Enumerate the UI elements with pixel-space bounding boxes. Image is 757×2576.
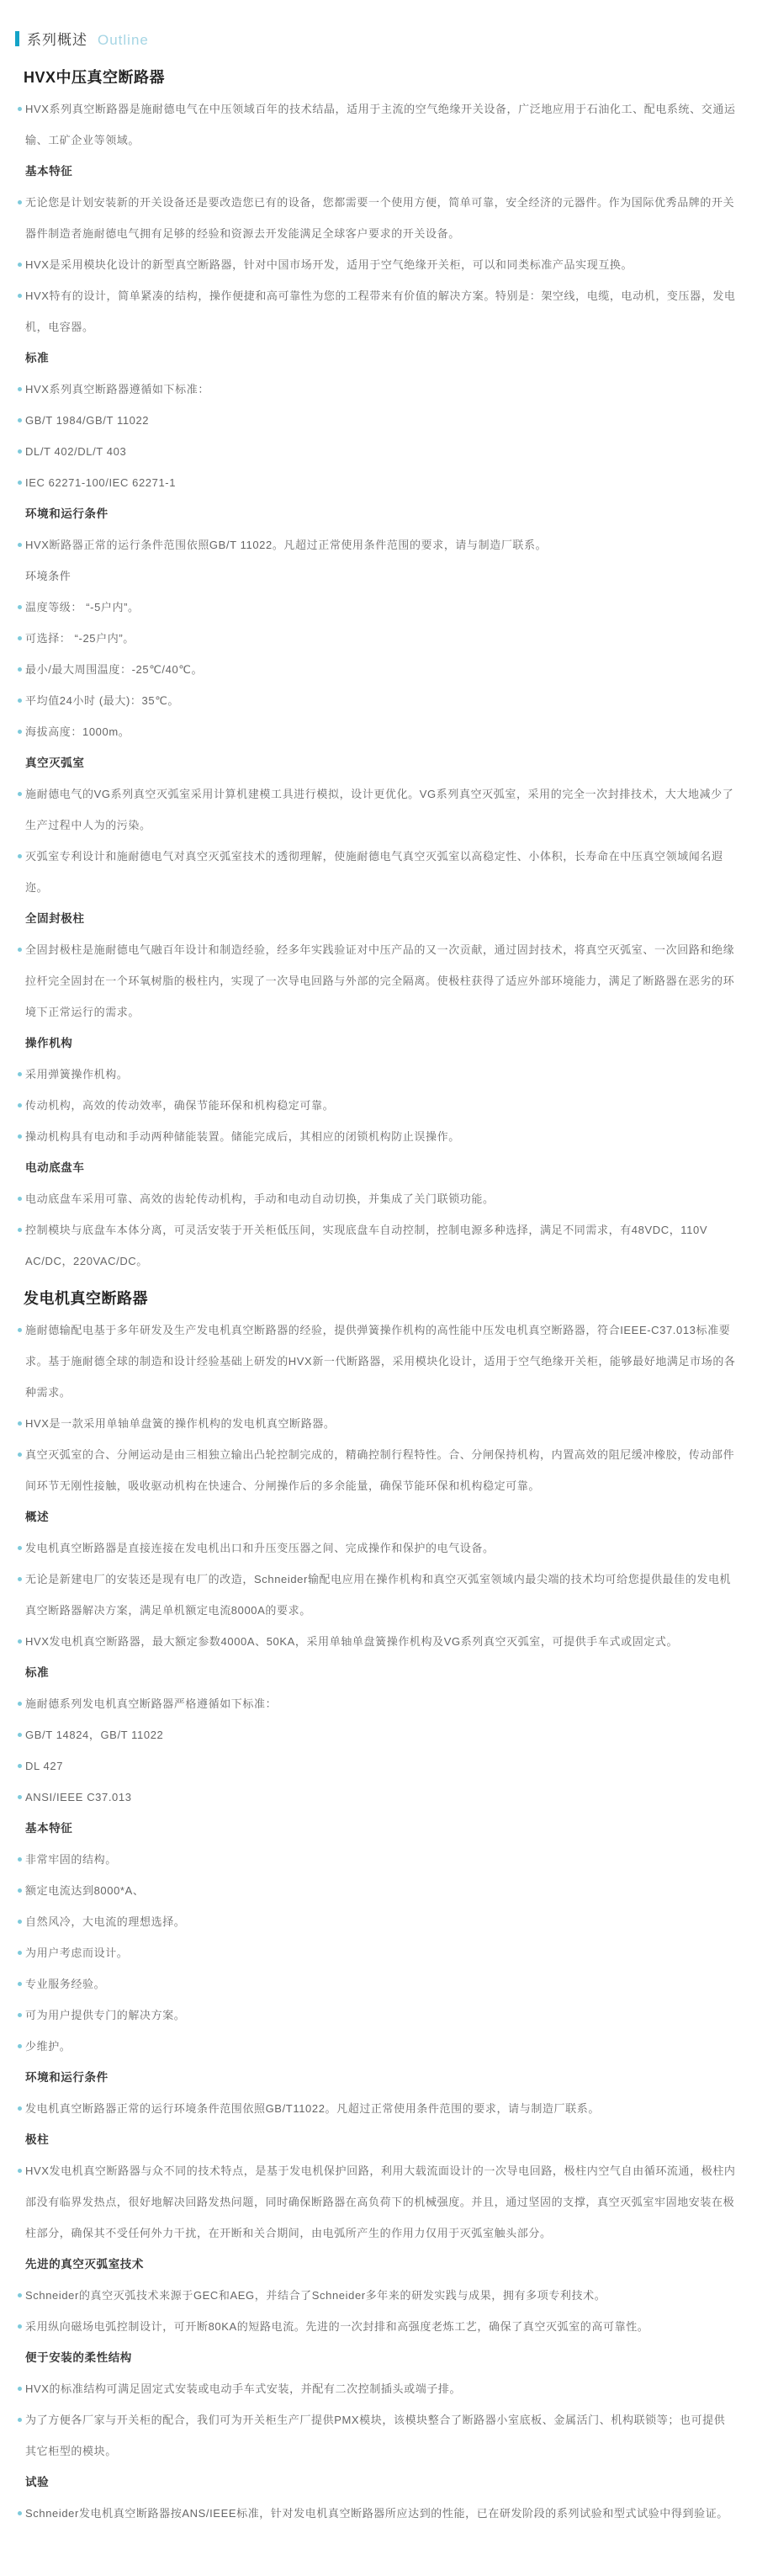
bullet-item [0, 2373, 736, 2404]
bullet-dot-icon [18, 854, 22, 858]
bullet-item [0, 467, 736, 498]
bullet-text: 温度等级： “-5户内”。 [25, 601, 140, 613]
subheading: 真空灭弧室 [25, 757, 85, 769]
bullet-item [0, 2093, 736, 2124]
bullet-dot-icon [18, 1920, 22, 1924]
bullet-dot-icon [18, 481, 22, 485]
bullet-text: 采用纵向磁场电弧控制设计，可开断80KA的短路电流。先进的一次封排和高强度老炼工艺，确保了真空灭弧室的高可靠性。 [25, 2320, 649, 2333]
bullet-dot-icon [18, 1546, 22, 1550]
bullet-item [0, 405, 736, 436]
bullet-dot-icon [18, 263, 22, 267]
bullet-dot-icon [18, 1453, 22, 1457]
bullet-dot-icon [18, 1577, 22, 1581]
bullet-text: ANSI/IEEE C37.013 [25, 1791, 132, 1803]
bullet-text: 发电机真空断路器是直接连接在发电机出口和升压变压器之间、完成操作和保护的电气设备。 [25, 1542, 495, 1554]
bullet-text: 为了方便各厂家与开关柜的配合，我们可为开关柜生产厂提供PMX模块，该模块整合了断路器小室底板、金属活门、机构联锁等；也可提供其它柜型的模块。 [25, 2414, 726, 2457]
bullet-dot-icon [18, 667, 22, 672]
subheading: 概述 [25, 1511, 50, 1523]
bullet-item [0, 436, 736, 467]
bullet-text: DL 427 [25, 1760, 64, 1772]
bullet-text: 为用户考虑而设计。 [25, 1947, 129, 1959]
bullet-item [0, 2404, 736, 2467]
subheading: 操作机构 [25, 1037, 73, 1049]
bullet-item [0, 529, 736, 560]
bullet-text: 可选择： “-25户内”。 [25, 632, 135, 645]
bullet-item [0, 1906, 736, 1937]
bullet-text: DL/T 402/DL/T 403 [25, 445, 127, 458]
bullet-dot-icon [18, 948, 22, 952]
bullet-dot-icon [18, 2387, 22, 2391]
bullet-dot-icon [18, 1951, 22, 1955]
bullet-dot-icon [18, 2169, 22, 2173]
bullet-dot-icon [18, 1702, 22, 1706]
subheading: 极柱 [25, 2133, 50, 2146]
subheading: 标准 [25, 352, 50, 364]
bullet-item [0, 716, 736, 747]
bullet-text: 少维护。 [25, 2040, 71, 2053]
bullet-item [0, 280, 736, 343]
bullet-dot-icon [18, 2106, 22, 2111]
bullet-dot-icon [18, 2324, 22, 2329]
bullet-text: HVX特有的设计，简单紧凑的结构，操作便捷和高可靠性为您的工程带来有价值的解决方案。特别是：架空线，电缆，电动机，变压器，发电机，电容器。 [25, 289, 736, 333]
bullet-item [0, 249, 736, 280]
bullet-dot-icon [18, 1328, 22, 1332]
bullet-dot-icon [18, 1197, 22, 1201]
bullet-dot-icon [18, 698, 22, 703]
bullet-text: 电动底盘车采用可靠、高效的齿轮传动机构，手动和电动自动切换，并集成了关门联锁功能。 [25, 1192, 495, 1205]
subheading: 全固封极柱 [25, 912, 85, 925]
bullet-text: Schneider的真空灭弧技术来源于GEC和AEG，并结合了Schneider多年来的研发实践与成果，拥有多项专利技术。 [25, 2289, 606, 2302]
subheading: 环境和运行条件 [25, 507, 109, 520]
bullet-item [0, 1408, 736, 1439]
bullet-dot-icon [18, 2044, 22, 2048]
bullet-dot-icon [18, 1072, 22, 1076]
bullet-text: HVX断路器正常的运行条件范围依照GB/T 11022。凡超过正常使用条件范围的要求，请与制造厂联系。 [25, 539, 548, 551]
bullet-text: GB/T 1984/GB/T 11022 [25, 414, 150, 427]
bullet-item [0, 1214, 736, 1277]
bullet-text: HVX是采用模块化设计的新型真空断路器，针对中国市场开发，适用于空气绝缘开关柜，可以和同类标准产品实现互换。 [25, 258, 633, 271]
bullet-text: 平均值24小时 (最大)：35℃。 [25, 694, 179, 707]
bullet-item [0, 2155, 736, 2249]
bullet-text: HVX系列真空断路器遵循如下标准： [25, 383, 209, 396]
bullet-text: HVX系列真空断路器是施耐德电气在中压领域百年的技术结晶，适用于主流的空气绝缘开关设备，广泛地应用于石油化工、配电系统、交通运输、工矿企业等领域。 [25, 103, 736, 146]
bullet-text: IEC 62271-100/IEC 62271-1 [25, 476, 177, 489]
bullet-dot-icon [18, 1857, 22, 1862]
bullet-text: HVX发电机真空断路器，最大额定参数4000A、50KA，采用单轴单盘簧操作机构及VG系列真空灭弧室，可提供手车式或固定式。 [25, 1635, 679, 1648]
bullet-text: 施耐德输配电基于多年研发及生产发电机真空断路器的经验，提供弹簧操作机构的高性能中压发电机真空断路器，符合IEEE-C37.013标准要求。基于施耐德全球的制造和设计经验基础上研发的HVX新一代断路器，采用模块化设计，适用于空气绝缘开关柜，能够最好地满足市场的各种需求。 [25, 1324, 736, 1399]
bullet-dot-icon [18, 1764, 22, 1768]
bullet-text: 发电机真空断路器正常的运行环境条件范围依照GB/T11022。凡超过正常使用条件范围的要求，请与制造厂联系。 [25, 2102, 600, 2115]
bullet-dot-icon [18, 1888, 22, 1893]
bullet-item [0, 1315, 736, 1408]
bullet-text: 传动机构，高效的传动效率，确保节能环保和机构稳定可靠。 [25, 1099, 335, 1112]
bullet-dot-icon [18, 636, 22, 640]
bullet-text: 采用弹簧操作机构。 [25, 1068, 129, 1081]
bullet-text: 自然风冷，大电流的理想选择。 [25, 1915, 186, 1928]
subheading: 标准 [25, 1666, 50, 1679]
accent-bar-icon [15, 31, 19, 46]
bullet-item [0, 1439, 736, 1501]
bullet-item [0, 1688, 736, 1719]
bullet-item [0, 2498, 736, 2529]
bullet-item [0, 654, 736, 685]
bullet-dot-icon [18, 387, 22, 391]
bullet-dot-icon [18, 200, 22, 204]
bullet-item [0, 1059, 736, 1090]
bullet-dot-icon [18, 1982, 22, 1986]
bullet-text: 无论是新建电厂的安装还是现有电厂的改造，Schneider输配电应用在操作机构和真空灭弧室领域内最尖端的技术均可给您提供最佳的发电机真空断路器解决方案，满足单机额定电流8000A的要求。 [25, 1573, 732, 1617]
bullet-item [0, 1875, 736, 1906]
subheading: 便于安装的柔性结构 [25, 2351, 132, 2364]
subheading: 电动底盘车 [25, 1161, 85, 1174]
bullet-item [0, 187, 736, 249]
subheading: 先进的真空灭弧室技术 [25, 2258, 144, 2271]
section-title: 系列概述 [27, 32, 87, 48]
bullet-dot-icon [18, 2293, 22, 2297]
bullet-dot-icon [18, 107, 22, 111]
bullet-dot-icon [18, 2511, 22, 2515]
bullet-text: 最小/最大周围温度：-25℃/40℃。 [25, 663, 204, 676]
bullet-dot-icon [18, 294, 22, 298]
bullet-text: 操动机构具有电动和手动两种储能装置。储能完成后，其相应的闭锁机构防止误操作。 [25, 1130, 460, 1143]
bullet-item [0, 685, 736, 716]
subheading: 基本特征 [25, 165, 73, 178]
bullet-dot-icon [18, 730, 22, 734]
bullet-item [0, 623, 736, 654]
bullet-dot-icon [18, 1733, 22, 1737]
bullet-item [0, 1532, 736, 1564]
bullet-dot-icon [18, 1421, 22, 1426]
bullet-text: HVX的标准结构可满足固定式安装或电动手车式安装，并配有二次控制插头或端子排。 [25, 2382, 462, 2395]
product-heading: HVX中压真空断路器 [24, 69, 166, 86]
bullet-dot-icon [18, 605, 22, 609]
bullet-item [0, 1750, 736, 1782]
bullet-item [0, 934, 736, 1028]
bullet-dot-icon [18, 418, 22, 422]
bullet-dot-icon [18, 2013, 22, 2017]
bullet-item [0, 1844, 736, 1875]
bullet-item [0, 1937, 736, 1968]
bullet-text: GB/T 14824，GB/T 11022 [25, 1729, 164, 1741]
bullet-item [0, 1564, 736, 1626]
bullet-text: 专业服务经验。 [25, 1978, 106, 1990]
plain-text-line: 环境条件 [25, 570, 71, 582]
bullet-item [0, 1090, 736, 1121]
section-subtitle: Outline [98, 32, 149, 48]
bullet-dot-icon [18, 449, 22, 454]
document-content [0, 62, 736, 2529]
bullet-text: HVX是一款采用单轴单盘簧的操作机构的发电机真空断路器。 [25, 1417, 336, 1430]
product-heading: 发电机真空断路器 [24, 1290, 148, 1307]
bullet-item [0, 1183, 736, 1214]
bullet-text: 无论您是计划安装新的开关设备还是要改造您已有的设备，您都需要一个使用方便，简单可靠，安全经济的元器件。作为国际优秀品牌的开关器件制造者施耐德电气拥有足够的经验和资源去开发能满足全球客户要求的开关设备。 [25, 196, 735, 240]
bullet-text: 海拔高度：1000m。 [25, 725, 130, 738]
bullet-dot-icon [18, 1228, 22, 1232]
bullet-dot-icon [18, 1134, 22, 1139]
bullet-dot-icon [18, 1103, 22, 1107]
bullet-item [0, 2311, 736, 2342]
subheading: 基本特征 [25, 1822, 73, 1835]
bullet-item [0, 2031, 736, 2062]
bullet-text: HVX发电机真空断路器与众不同的技术特点，是基于发电机保护回路，利用大载流面设计的一次导电回路，极柱内空气自由循环流通，极柱内部没有临界发热点，很好地解决回路发热问题，同时确保断路器在高负荷下的机械强度。并且，通过坚固的支撑，真空灭弧室牢固地安装在极柱部分，确保其不受任何外力干扰，在开断和关合期间，由电弧所产生的作用力仅用于灭弧室触头部分。 [25, 2164, 736, 2239]
bullet-dot-icon [18, 2418, 22, 2422]
bullet-dot-icon [18, 543, 22, 547]
bullet-item [0, 93, 736, 156]
bullet-item [0, 1719, 736, 1750]
bullet-text: 全固封极柱是施耐德电气融百年设计和制造经验，经多年实践验证对中压产品的又一次贡献，通过固封技术，将真空灭弧室、一次回路和绝缘拉杆完全固封在一个环氧树脂的极柱内，实现了一次导电回路与外部的完全隔离。使极柱获得了适应外部环境能力，满足了断路器在恶劣的环境下正常运行的需求。 [25, 943, 735, 1018]
bullet-text: 非常牢固的结构。 [25, 1853, 117, 1866]
bullet-item [0, 1626, 736, 1657]
bullet-item [0, 2000, 736, 2031]
bullet-text: 灭弧室专利设计和施耐德电气对真空灭弧室技术的透彻理解，使施耐德电气真空灭弧室以高稳定性、小体积，长寿命在中压真空领域闻名遐迩。 [25, 850, 723, 894]
bullet-dot-icon [18, 792, 22, 796]
bullet-item [0, 1782, 736, 1813]
bullet-item [0, 2280, 736, 2311]
section-header [0, 30, 736, 56]
bullet-dot-icon [18, 1639, 22, 1644]
subheading: 试验 [25, 2476, 50, 2488]
subheading: 环境和运行条件 [25, 2071, 109, 2084]
bullet-item [0, 1121, 736, 1152]
bullet-text: 可为用户提供专门的解决方案。 [25, 2009, 186, 2021]
bullet-text: 施耐德电气的VG系列真空灭弧室采用计算机建模工具进行模拟，设计更优化。VG系列真空灭弧室，采用的完全一次封排技术，大大地减少了生产过程中人为的污染。 [25, 788, 734, 831]
bullet-text: 施耐德系列发电机真空断路器严格遵循如下标准： [25, 1697, 278, 1710]
bullet-item [0, 592, 736, 623]
bullet-item [0, 841, 736, 903]
bullet-item [0, 374, 736, 405]
bullet-text: 额定电流达到8000*A、 [25, 1884, 145, 1897]
bullet-dot-icon [18, 1795, 22, 1799]
bullet-text: 真空灭弧室的合、分闸运动是由三相独立输出凸轮控制完成的，精确控制行程特性。合、分闸保持机构，内置高效的阻尼缓冲橡胶，传动部件间环节无刚性接触，吸收驱动机构在快速合、分闸操作后的多余能量，确保节能环保和机构稳定可靠。 [25, 1448, 735, 1492]
bullet-item [0, 778, 736, 841]
bullet-text: Schneider发电机真空断路器按ANS/IEEE标准，针对发电机真空断路器所应达到的性能，已在研发阶段的系列试验和型式试验中得到验证。 [25, 2507, 728, 2520]
bullet-item [0, 1968, 736, 2000]
bullet-text: 控制模块与底盘车本体分离，可灵活安装于开关柜低压间，实现底盘车自动控制，控制电源多种选择，满足不同需求，有48VDC，110V AC/DC，220VAC/DC。 [25, 1224, 708, 1267]
